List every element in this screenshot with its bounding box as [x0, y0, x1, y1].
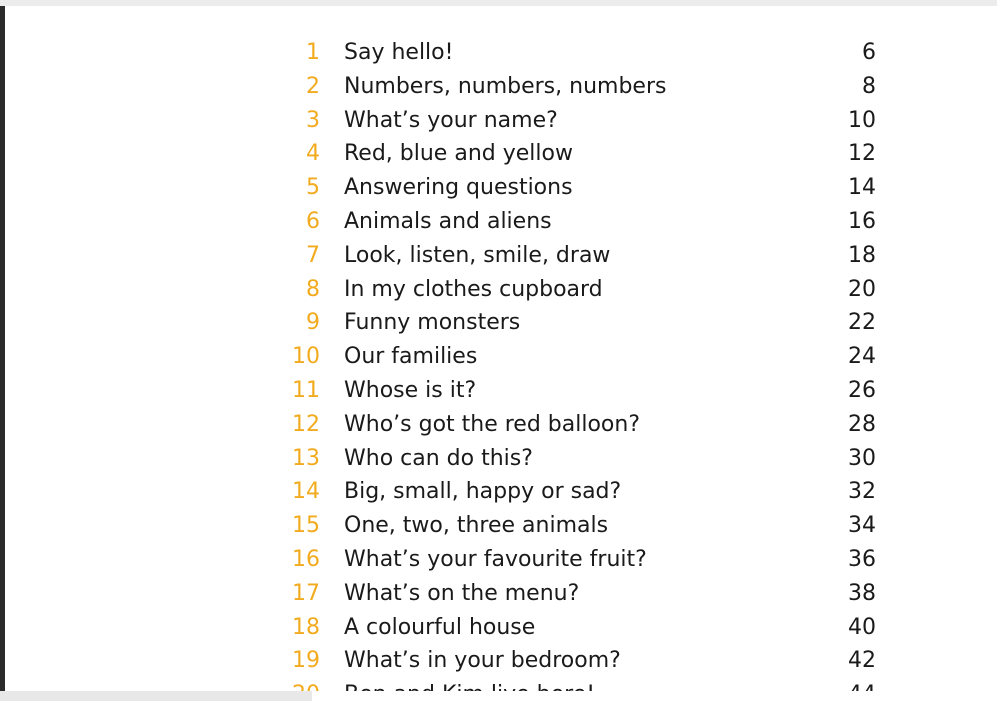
page-number: 32: [848, 479, 876, 505]
unit-number: 9: [306, 310, 320, 336]
page-number: 38: [848, 580, 876, 606]
bottom-edge: [0, 691, 312, 701]
unit-number: 18: [292, 614, 320, 640]
unit-title: Answering questions: [344, 175, 573, 201]
unit-title: Say hello!: [344, 40, 454, 65]
unit-number: 17: [292, 580, 320, 606]
page-number: 24: [848, 344, 876, 370]
page-number: 30: [848, 445, 876, 471]
toc-entry: [5, 374, 997, 408]
page-number: 20: [848, 276, 876, 302]
unit-number: 7: [306, 242, 320, 268]
toc-entry: [5, 70, 997, 104]
unit-number: 19: [292, 648, 320, 674]
document-page: [5, 6, 997, 691]
page-number: 8: [862, 73, 876, 99]
unit-title: What’s on the menu?: [344, 580, 580, 606]
toc-entry: [5, 611, 997, 645]
unit-number: 4: [306, 141, 320, 167]
unit-number: 8: [306, 276, 320, 302]
unit-title: What’s in your bedroom?: [344, 648, 621, 674]
unit-number: 2: [306, 73, 320, 99]
unit-title: What’s your name?: [344, 107, 558, 133]
unit-title: One, two, three animals: [344, 513, 609, 539]
unit-title: Funny monsters: [344, 310, 521, 336]
page-number: 26: [848, 377, 876, 403]
page-number: 6: [862, 40, 876, 65]
unit-number: 11: [292, 377, 320, 403]
unit-title: Look, listen, smile, draw: [344, 242, 611, 268]
page-number: 40: [848, 614, 876, 640]
unit-title: A colourful house: [344, 614, 536, 640]
unit-number: 1: [306, 40, 320, 65]
toc-entry: [5, 239, 997, 273]
page-number: 16: [848, 208, 876, 234]
page-number: 34: [848, 513, 876, 539]
bottom-page-edge: [312, 691, 997, 701]
page-number: 28: [848, 411, 876, 437]
unit-title: Who can do this?: [344, 445, 533, 471]
page-number: 12: [848, 141, 876, 167]
toc-entry: [5, 137, 997, 171]
unit-number: 15: [292, 513, 320, 539]
unit-title: Numbers, numbers, numbers: [344, 73, 667, 99]
toc-entry: [5, 273, 997, 307]
unit-number: 16: [292, 546, 320, 572]
toc-entry: [5, 644, 997, 678]
table-of-contents: [5, 36, 997, 701]
toc-entry: [5, 205, 997, 239]
unit-title: Red, blue and yellow: [344, 141, 573, 167]
toc-entry: [5, 509, 997, 543]
unit-number: 6: [306, 208, 320, 234]
page-number: 36: [848, 546, 876, 572]
unit-title: Whose is it?: [344, 377, 477, 403]
unit-number: 14: [292, 479, 320, 505]
toc-entry: [5, 543, 997, 577]
page-number: 18: [848, 242, 876, 268]
toc-entry: [5, 475, 997, 509]
page-number: 10: [848, 107, 876, 133]
unit-title: Our families: [344, 344, 478, 370]
toc-entry: [5, 577, 997, 611]
unit-number: 3: [306, 107, 320, 133]
unit-number: 10: [292, 344, 320, 370]
toc-entry: [5, 340, 997, 374]
toc-entry: [5, 408, 997, 442]
unit-title: Who’s got the red balloon?: [344, 411, 641, 437]
unit-title: What’s your favourite fruit?: [344, 546, 647, 572]
toc-entry: [5, 306, 997, 340]
toc-entry: [5, 104, 997, 138]
page-number: 22: [848, 310, 876, 336]
unit-number: 5: [306, 175, 320, 201]
unit-number: 13: [292, 445, 320, 471]
unit-number: 12: [292, 411, 320, 437]
page-number: 42: [848, 648, 876, 674]
toc-entry: [5, 442, 997, 476]
unit-title: In my clothes cupboard: [344, 276, 603, 302]
toc-entry: [5, 36, 997, 70]
unit-title: Big, small, happy or sad?: [344, 479, 622, 505]
page-number: 14: [848, 175, 876, 201]
toc-entry: [5, 171, 997, 205]
unit-title: Animals and aliens: [344, 208, 552, 234]
